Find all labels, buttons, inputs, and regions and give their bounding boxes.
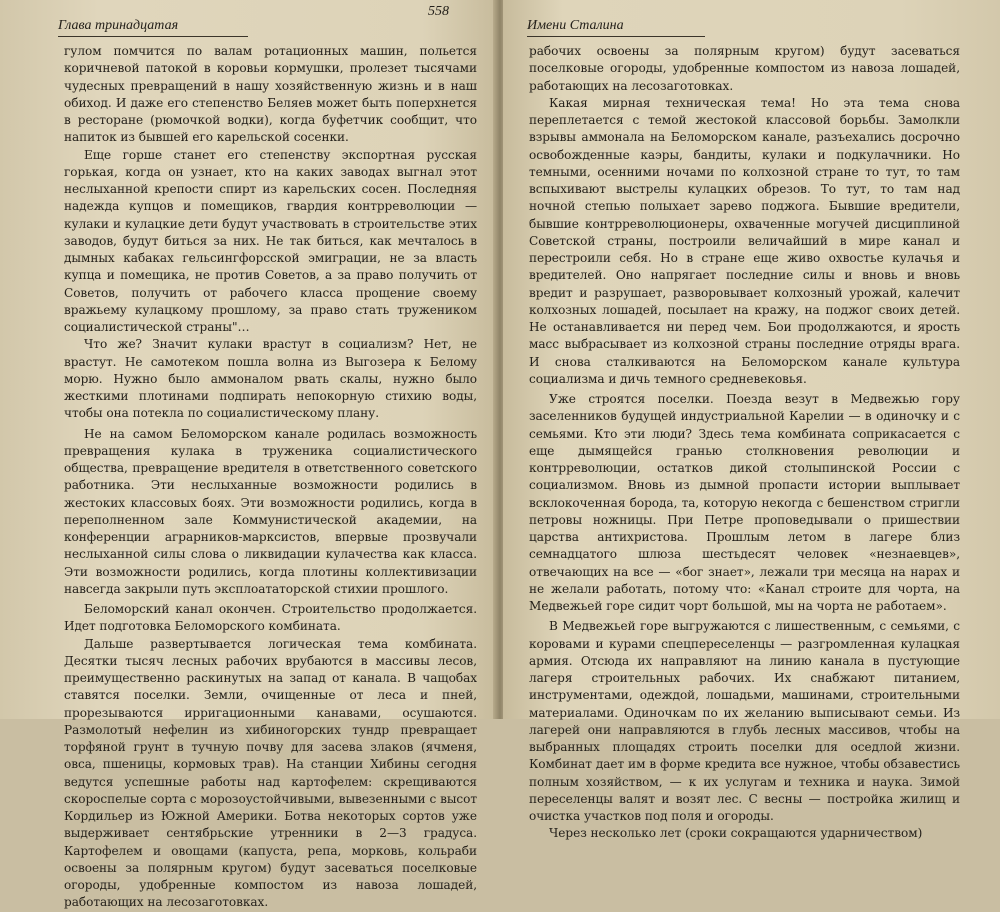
left-page-text [64,43,477,912]
paragraph: В Медвежьей горе выгружаются с лишественным, с семьями, с коровами и курами спецпереселенцы — разгромленная кулацкая армия. Отсюда их направляют на линию канала в пустующие лагеря строительных рабочих. Их снабжают питанием, инструментами, одеждой, лошадьми, машинами, строительными материалами. Одиночкам по их желанию выписывают семьи. Из лагерей они направляются в глубь лесных массивов, чтобы на выбранных площадях строить поселки для оседлой жизни. Комбинат дает им в форме кредита все нужное, чтобы обзавестись полным хозяйством, — к их услугам и техника и наука. Зимой переселенцы валят и возят лес. С весны — постройка жилищ и очистка участков под поля и огороды. [529,619,960,823]
paragraph: Дальше развертывается логическая тема комбината. Десятки тысяч лесных рабочих врубаются в массивы лесов, преимущественно раскинутых на запад от канала. В чащобах ставятся поселки. Земли, очищенные от леса и пней, прорезываются ирригационными канавами, осушаются. Размолотый нефелин из хибиногорских тундр превращает торфяной грунт в тучную почву для засева злаков (ячменя, овса, пшеницы, кормовых трав). На станции Хибины сегодня ведутся успешные работы над картофелем: скрещиваются скороспелые сорта с морозоустойчивыми, вывезенными с высот Кордильер из Южной Америки. Ботва некоторых сортов уже выдерживает сентябрьские утренники в 2—3 градуса. Картофелем и овощами (капуста, репа, морковь, кольраби освоены за полярным кругом) будут засеваться поселковые огороды, удобренные компостом из навоза лошадей, работающих на лесозаготовках. [64,636,477,910]
paragraph: Не на самом Беломорском канале родилась возможность превращения кулака в труженика социалистического общества, превращение вредителя в ответственного советского работника. Эти неслыханные возможности родились в жестоких классовых боях. Эти возможности родились, когда в переполненном зале Коммунистической академии, на конференции аграрников-марксистов, впервые прозвучали неслыханной силы слова о ликвидации кулачества как класса. Эти возможности родились, когда плотины коллективизации навсегда закрыли путь эксплоататорской стихии прошлого. [64,426,477,596]
paragraph: гулом помчится по валам ротационных машин, польется коричневой патокой в коровьи кормушки, пролезет тысячами чудесных превращений в нашу хозяйственную жизнь и в наш обиход. И даже его степенство Беляев может быть поперхнется в ресторане (рюмочкой водки), когда буфетчик сообщит, что напиток из бывшей его карельской сосенки. [64,44,477,145]
left-page [0,0,497,910]
left-running-head [58,18,248,37]
paragraph: Что же? Значит кулаки врастут в социализм? Нет, не врастут. Не самотеком пошла волна из Выгозера к Белому морю. Нужно было аммоналом рвать скалы, нужно было жесткими плотинами подпирать непокорную стихию воды, чтобы она потекла по социалистическому плану. [64,337,477,421]
paragraph: Уже строятся поселки. Поезда везут в Медвежью гору заселенников будущей индустриальной Карелии — в одиночку и с семьями. Кто эти люди? Здесь тема комбината соприкасается с еще дымящейся гранью столкновения революции и контрреволюции, остатков дикой столыпинской России с социализмом. Вновь из дымной пропасти истории выплывает всклокоченная борода, та, которую некогда с бешенством стригли петровы ножницы. При Петре проповедывали о пришествии царства антихристова. Прошлым летом в лагере близ семнадцатого шлюза шестьдесят человек «незнаевцев», отвечающих на все — «бог знает», лежали три месяца на нарах и не желали работать, потому что: «Канал строите для чорта, на Медвежьей горе сидит чорт большой, мы на чорта не работаем». [529,392,960,613]
right-page-text [529,43,960,843]
right-running-head [527,18,705,37]
right-page [503,0,1000,841]
chapter-title: Глава тринадцатая [58,18,179,33]
paragraph: Через несколько лет (сроки сокращаются ударничеством) [549,826,923,841]
page-number: 558 [428,4,449,19]
paragraph: Какая мирная техническая тема! Но эта тема снова переплетается с темой жестокой классовой борьбы. Замолкли взрывы аммонала на Беломорском канале, разъехались досрочно освобожденные каэры, бандиты, кулаки и подкулачники. Но темными, осенними ночами по колхозной стране то тут, то там вспыхивают выстрелы кулацких обрезов. То тут, то там над ночной степью полыхает зарево поджога. Бывшие вредители, бывшие контрреволюционеры, охваченные могучей дисциплиной Советской страны, построили величайший в мире канал и перестроили себя. Но в стране еще живо охвостье кулачья и вредителей. Оно напрягает последние силы и вновь и вновь вредит и разрушает, разворовывает колхозный урожай, калечит колхозных лошадей, посылает на кражу, на поджог своих детей. Не останавливается ни перед чем. Бои продолжаются, и ярость масс выбрасывает из колхозной страны последние отряды врага. И снова сталкиваются на Беломорском канале культура социализма и дичь темного средневековья. [529,95,960,386]
paragraph: Беломорский канал окончен. Строительство продолжается. Идет подготовка Беломорского комбината. [64,602,477,634]
paragraph: Еще горше станет его степенству экспортная русская горькая, когда он узнает, кто на каких заводах выгнал этот неслыханной крепости спирт из карельских сосен. Последняя надежда купцов и помещиков, гвардия контрреволюции — кулаки и кулацкие дети будут участвовать в строительстве этих заводов, будут биться за них. Не так биться, как мечталось в дымных кабаках гельсингфорсской эмиграции, не за власть купца и помещика, не против Советов, а за право получить от Советов, получить от рабочего класса прощение своему вражьему кулацкому прошлому, за право стать тружеником социалистической страны"… [64,147,477,334]
paragraph: рабочих освоены за полярным кругом) будут засеваться поселковые огороды, удобренные компостом из навоза лошадей, работающих на лесозаготовках. [529,44,960,93]
section-title: Имени Сталина [527,18,624,33]
